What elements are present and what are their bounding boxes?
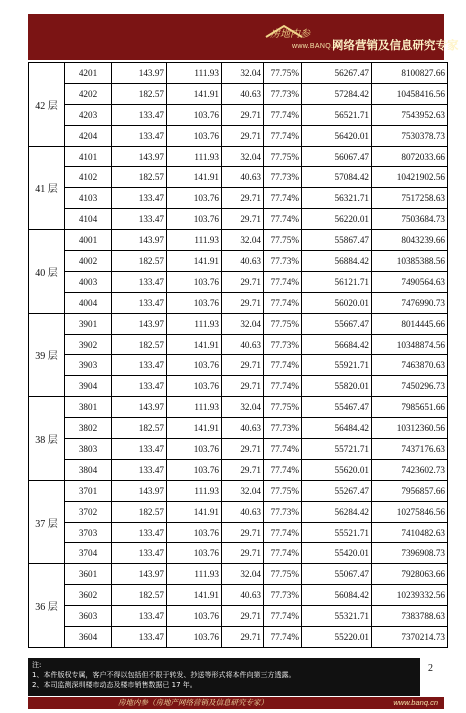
room-number-cell: 3704 — [65, 543, 112, 564]
room-number-cell: 4203 — [65, 104, 112, 125]
table-cell: 77.74% — [264, 376, 302, 397]
table-cell: 29.71 — [222, 209, 264, 230]
table-row — [29, 564, 448, 585]
floor-label: 38 层 — [29, 397, 65, 481]
table-row — [29, 334, 448, 355]
table-cell: 143.97 — [112, 63, 167, 84]
table-cell: 111.93 — [167, 564, 222, 585]
table-row — [29, 585, 448, 606]
table-cell: 40.63 — [222, 418, 264, 439]
table-row — [29, 125, 448, 146]
table-cell: 103.76 — [167, 355, 222, 376]
table-cell: 10348874.56 — [372, 334, 448, 355]
table-cell: 29.71 — [222, 355, 264, 376]
table-cell: 32.04 — [222, 63, 264, 84]
room-number-cell: 4201 — [65, 63, 112, 84]
room-number-cell: 4001 — [65, 230, 112, 251]
room-number-cell: 3602 — [65, 585, 112, 606]
table-cell: 133.47 — [112, 271, 167, 292]
floor-label: 36 层 — [29, 564, 65, 648]
table-cell: 77.74% — [264, 271, 302, 292]
table-row — [29, 606, 448, 627]
table-cell: 111.93 — [167, 63, 222, 84]
room-number-cell: 3804 — [65, 459, 112, 480]
room-number-cell: 3701 — [65, 480, 112, 501]
table-cell: 141.91 — [167, 251, 222, 272]
table-cell: 77.74% — [264, 606, 302, 627]
table-cell: 7928063.66 — [372, 564, 448, 585]
table-cell: 182.57 — [112, 83, 167, 104]
table-cell: 77.73% — [264, 501, 302, 522]
table-cell: 7383788.63 — [372, 606, 448, 627]
table-cell: 32.04 — [222, 313, 264, 334]
table-cell: 56220.01 — [302, 209, 372, 230]
logo-url: www.BANQ.cn — [292, 43, 342, 50]
table-cell: 8100827.66 — [372, 63, 448, 84]
table-cell: 77.74% — [264, 104, 302, 125]
table-row — [29, 146, 448, 167]
room-number-cell: 3903 — [65, 355, 112, 376]
table-cell: 56267.47 — [302, 63, 372, 84]
room-number-cell: 3802 — [65, 418, 112, 439]
table-cell: 55267.47 — [302, 480, 372, 501]
table-cell: 55220.01 — [302, 627, 372, 648]
table-cell: 133.47 — [112, 606, 167, 627]
table-cell: 103.76 — [167, 292, 222, 313]
table-cell: 111.93 — [167, 397, 222, 418]
room-number-cell: 3901 — [65, 313, 112, 334]
table-row — [29, 439, 448, 460]
table-cell: 10275846.56 — [372, 501, 448, 522]
table-cell: 56284.42 — [302, 501, 372, 522]
table-cell: 7490564.63 — [372, 271, 448, 292]
table-cell: 56521.71 — [302, 104, 372, 125]
table-cell: 56420.01 — [302, 125, 372, 146]
table-cell: 182.57 — [112, 501, 167, 522]
table-cell: 111.93 — [167, 313, 222, 334]
table-cell: 29.71 — [222, 104, 264, 125]
table-cell: 7437176.63 — [372, 439, 448, 460]
table-row — [29, 251, 448, 272]
table-cell: 77.74% — [264, 209, 302, 230]
table-cell: 103.76 — [167, 439, 222, 460]
table-cell: 141.91 — [167, 83, 222, 104]
room-number-cell: 4101 — [65, 146, 112, 167]
table-cell: 32.04 — [222, 230, 264, 251]
table-cell: 7396908.73 — [372, 543, 448, 564]
table-cell: 182.57 — [112, 251, 167, 272]
table-row — [29, 501, 448, 522]
table-cell: 103.76 — [167, 543, 222, 564]
page-number: 2 — [428, 663, 433, 674]
table-cell: 55420.01 — [302, 543, 372, 564]
table-cell: 111.93 — [167, 480, 222, 501]
table-cell: 56321.71 — [302, 188, 372, 209]
table-cell: 29.71 — [222, 188, 264, 209]
table-cell: 29.71 — [222, 292, 264, 313]
table-cell: 7503684.73 — [372, 209, 448, 230]
table-cell: 56084.42 — [302, 585, 372, 606]
table-cell: 40.63 — [222, 585, 264, 606]
table-cell: 32.04 — [222, 146, 264, 167]
table-cell: 143.97 — [112, 397, 167, 418]
table-cell: 55820.01 — [302, 376, 372, 397]
table-cell: 133.47 — [112, 292, 167, 313]
table-cell: 141.91 — [167, 334, 222, 355]
floor-label: 42 层 — [29, 63, 65, 147]
room-number-cell: 4104 — [65, 209, 112, 230]
table-cell: 111.93 — [167, 230, 222, 251]
table-cell: 55867.47 — [302, 230, 372, 251]
table-cell: 8043239.66 — [372, 230, 448, 251]
table-cell: 133.47 — [112, 439, 167, 460]
table-cell: 40.63 — [222, 501, 264, 522]
table-cell: 29.71 — [222, 606, 264, 627]
table-cell: 10458416.56 — [372, 83, 448, 104]
room-number-cell: 4102 — [65, 167, 112, 188]
table-cell: 77.73% — [264, 167, 302, 188]
table-row — [29, 397, 448, 418]
room-number-cell: 3703 — [65, 522, 112, 543]
table-cell: 103.76 — [167, 104, 222, 125]
room-number-cell: 4204 — [65, 125, 112, 146]
table-cell: 141.91 — [167, 585, 222, 606]
table-cell: 7517258.63 — [372, 188, 448, 209]
table-cell: 77.75% — [264, 480, 302, 501]
table-cell: 77.74% — [264, 355, 302, 376]
room-number-cell: 4004 — [65, 292, 112, 313]
room-number-cell: 3803 — [65, 439, 112, 460]
table-cell: 7423602.73 — [372, 459, 448, 480]
table-cell: 77.75% — [264, 63, 302, 84]
table-cell: 55067.47 — [302, 564, 372, 585]
header-slogan: 网络营销及信息研究专家 — [332, 40, 459, 52]
table-cell: 77.74% — [264, 188, 302, 209]
table-cell: 103.76 — [167, 209, 222, 230]
table-cell: 133.47 — [112, 125, 167, 146]
table-cell: 103.76 — [167, 376, 222, 397]
table-cell: 141.91 — [167, 501, 222, 522]
table-cell: 77.73% — [264, 251, 302, 272]
table-cell: 7530378.73 — [372, 125, 448, 146]
table-cell: 133.47 — [112, 543, 167, 564]
table-cell: 56484.42 — [302, 418, 372, 439]
table-cell: 143.97 — [112, 564, 167, 585]
table-cell: 77.75% — [264, 397, 302, 418]
note-line-2: 2、本司监测深圳楼市动态及楼市销售数据已 17 年。 — [32, 681, 197, 689]
table-cell: 133.47 — [112, 376, 167, 397]
table-cell: 77.74% — [264, 627, 302, 648]
table-cell: 56684.42 — [302, 334, 372, 355]
table-row — [29, 83, 448, 104]
table-cell: 32.04 — [222, 397, 264, 418]
table-cell: 111.93 — [167, 146, 222, 167]
table-cell: 55521.71 — [302, 522, 372, 543]
table-cell: 103.76 — [167, 606, 222, 627]
table-cell: 77.73% — [264, 83, 302, 104]
table-cell: 7463870.63 — [372, 355, 448, 376]
table-cell: 77.73% — [264, 418, 302, 439]
table-cell: 143.97 — [112, 313, 167, 334]
room-number-cell: 3904 — [65, 376, 112, 397]
table-cell: 182.57 — [112, 334, 167, 355]
table-row — [29, 292, 448, 313]
header-banner — [28, 14, 459, 60]
floor-label: 39 层 — [29, 313, 65, 397]
table-row — [29, 188, 448, 209]
table-cell: 77.75% — [264, 313, 302, 334]
table-cell: 7543952.63 — [372, 104, 448, 125]
logo-text: 房地内参 — [270, 29, 310, 40]
table-cell: 133.47 — [112, 209, 167, 230]
room-number-cell: 3604 — [65, 627, 112, 648]
table-cell: 133.47 — [112, 627, 167, 648]
table-cell: 55721.71 — [302, 439, 372, 460]
table-cell: 32.04 — [222, 564, 264, 585]
table-cell: 29.71 — [222, 376, 264, 397]
table-cell: 7450296.73 — [372, 376, 448, 397]
table-cell: 133.47 — [112, 355, 167, 376]
room-number-cell: 3603 — [65, 606, 112, 627]
room-number-cell: 4003 — [65, 271, 112, 292]
table-cell: 141.91 — [167, 418, 222, 439]
table-cell: 29.71 — [222, 543, 264, 564]
table-cell: 103.76 — [167, 188, 222, 209]
table-cell: 77.74% — [264, 522, 302, 543]
table-cell: 29.71 — [222, 125, 264, 146]
table-row — [29, 355, 448, 376]
table-cell: 40.63 — [222, 167, 264, 188]
room-number-cell: 4202 — [65, 83, 112, 104]
table-cell: 57284.42 — [302, 83, 372, 104]
table-cell: 133.47 — [112, 188, 167, 209]
table-row — [29, 63, 448, 84]
table-row — [29, 459, 448, 480]
table-cell: 56020.01 — [302, 292, 372, 313]
note-title: 注: — [32, 661, 42, 669]
table-cell: 7370214.73 — [372, 627, 448, 648]
table-cell: 29.71 — [222, 627, 264, 648]
table-cell: 40.63 — [222, 251, 264, 272]
table-cell: 56067.47 — [302, 146, 372, 167]
table-cell: 56121.71 — [302, 271, 372, 292]
table-cell: 77.74% — [264, 439, 302, 460]
table-cell: 55667.47 — [302, 313, 372, 334]
table-cell: 57084.42 — [302, 167, 372, 188]
table-row — [29, 104, 448, 125]
table-cell: 182.57 — [112, 418, 167, 439]
table-row — [29, 167, 448, 188]
table-cell: 10421902.56 — [372, 167, 448, 188]
table-cell: 8014445.66 — [372, 313, 448, 334]
table-cell: 29.71 — [222, 439, 264, 460]
table-cell: 77.73% — [264, 334, 302, 355]
room-number-cell: 4103 — [65, 188, 112, 209]
table-cell: 77.74% — [264, 292, 302, 313]
table-cell: 8072033.66 — [372, 146, 448, 167]
table-cell: 10239332.56 — [372, 585, 448, 606]
table-row — [29, 480, 448, 501]
table-row — [29, 271, 448, 292]
table-cell: 103.76 — [167, 459, 222, 480]
floor-label: 37 层 — [29, 480, 65, 564]
table-cell: 141.91 — [167, 167, 222, 188]
table-cell: 103.76 — [167, 522, 222, 543]
table-cell: 29.71 — [222, 271, 264, 292]
table-cell: 55321.71 — [302, 606, 372, 627]
table-row — [29, 543, 448, 564]
table-row — [29, 209, 448, 230]
table-cell: 29.71 — [222, 459, 264, 480]
table-cell: 143.97 — [112, 146, 167, 167]
footer-text: 房地内参（房地产网络营销及信息研究专家） — [118, 698, 268, 707]
table-cell: 10385388.56 — [372, 251, 448, 272]
table-cell: 103.76 — [167, 627, 222, 648]
table-cell: 182.57 — [112, 585, 167, 606]
table-cell: 55467.47 — [302, 397, 372, 418]
note-line-1: 1、本件版权专属，客户不得以包括但不限于转发、抄送等形式将本件向第三方透露。 — [32, 671, 296, 679]
floor-label: 41 层 — [29, 146, 65, 230]
table-cell: 7476990.73 — [372, 292, 448, 313]
table-cell: 143.97 — [112, 230, 167, 251]
table-cell: 77.75% — [264, 230, 302, 251]
table-cell: 77.74% — [264, 459, 302, 480]
table-cell: 77.75% — [264, 564, 302, 585]
table-cell: 40.63 — [222, 334, 264, 355]
table-cell: 56884.42 — [302, 251, 372, 272]
table-cell: 77.74% — [264, 125, 302, 146]
table-row — [29, 376, 448, 397]
room-number-cell: 3902 — [65, 334, 112, 355]
table-cell: 182.57 — [112, 167, 167, 188]
table-cell: 29.71 — [222, 522, 264, 543]
footer-banner — [28, 697, 444, 709]
brand-logo — [256, 19, 466, 57]
price-table — [28, 62, 448, 648]
room-number-cell: 3601 — [65, 564, 112, 585]
table-cell: 103.76 — [167, 271, 222, 292]
table-row — [29, 627, 448, 648]
floor-label: 40 层 — [29, 230, 65, 314]
table-row — [29, 313, 448, 334]
room-number-cell: 3702 — [65, 501, 112, 522]
table-row — [29, 522, 448, 543]
table-cell: 7956857.66 — [372, 480, 448, 501]
table-row — [29, 230, 448, 251]
table-cell: 55620.01 — [302, 459, 372, 480]
table-cell: 7985651.66 — [372, 397, 448, 418]
table-cell: 10312360.56 — [372, 418, 448, 439]
table-cell: 77.74% — [264, 543, 302, 564]
table-cell: 7410482.63 — [372, 522, 448, 543]
footer-url[interactable]: www.banq.cn — [393, 698, 438, 707]
footnote-box — [28, 658, 420, 696]
table-cell: 133.47 — [112, 104, 167, 125]
table-cell: 143.97 — [112, 480, 167, 501]
table-cell: 40.63 — [222, 83, 264, 104]
room-number-cell: 3801 — [65, 397, 112, 418]
table-cell: 103.76 — [167, 125, 222, 146]
table-cell: 32.04 — [222, 480, 264, 501]
table-cell: 133.47 — [112, 522, 167, 543]
table-row — [29, 418, 448, 439]
table-cell: 77.73% — [264, 585, 302, 606]
table-cell: 77.75% — [264, 146, 302, 167]
table-cell: 133.47 — [112, 459, 167, 480]
room-number-cell: 4002 — [65, 251, 112, 272]
table-cell: 55921.71 — [302, 355, 372, 376]
